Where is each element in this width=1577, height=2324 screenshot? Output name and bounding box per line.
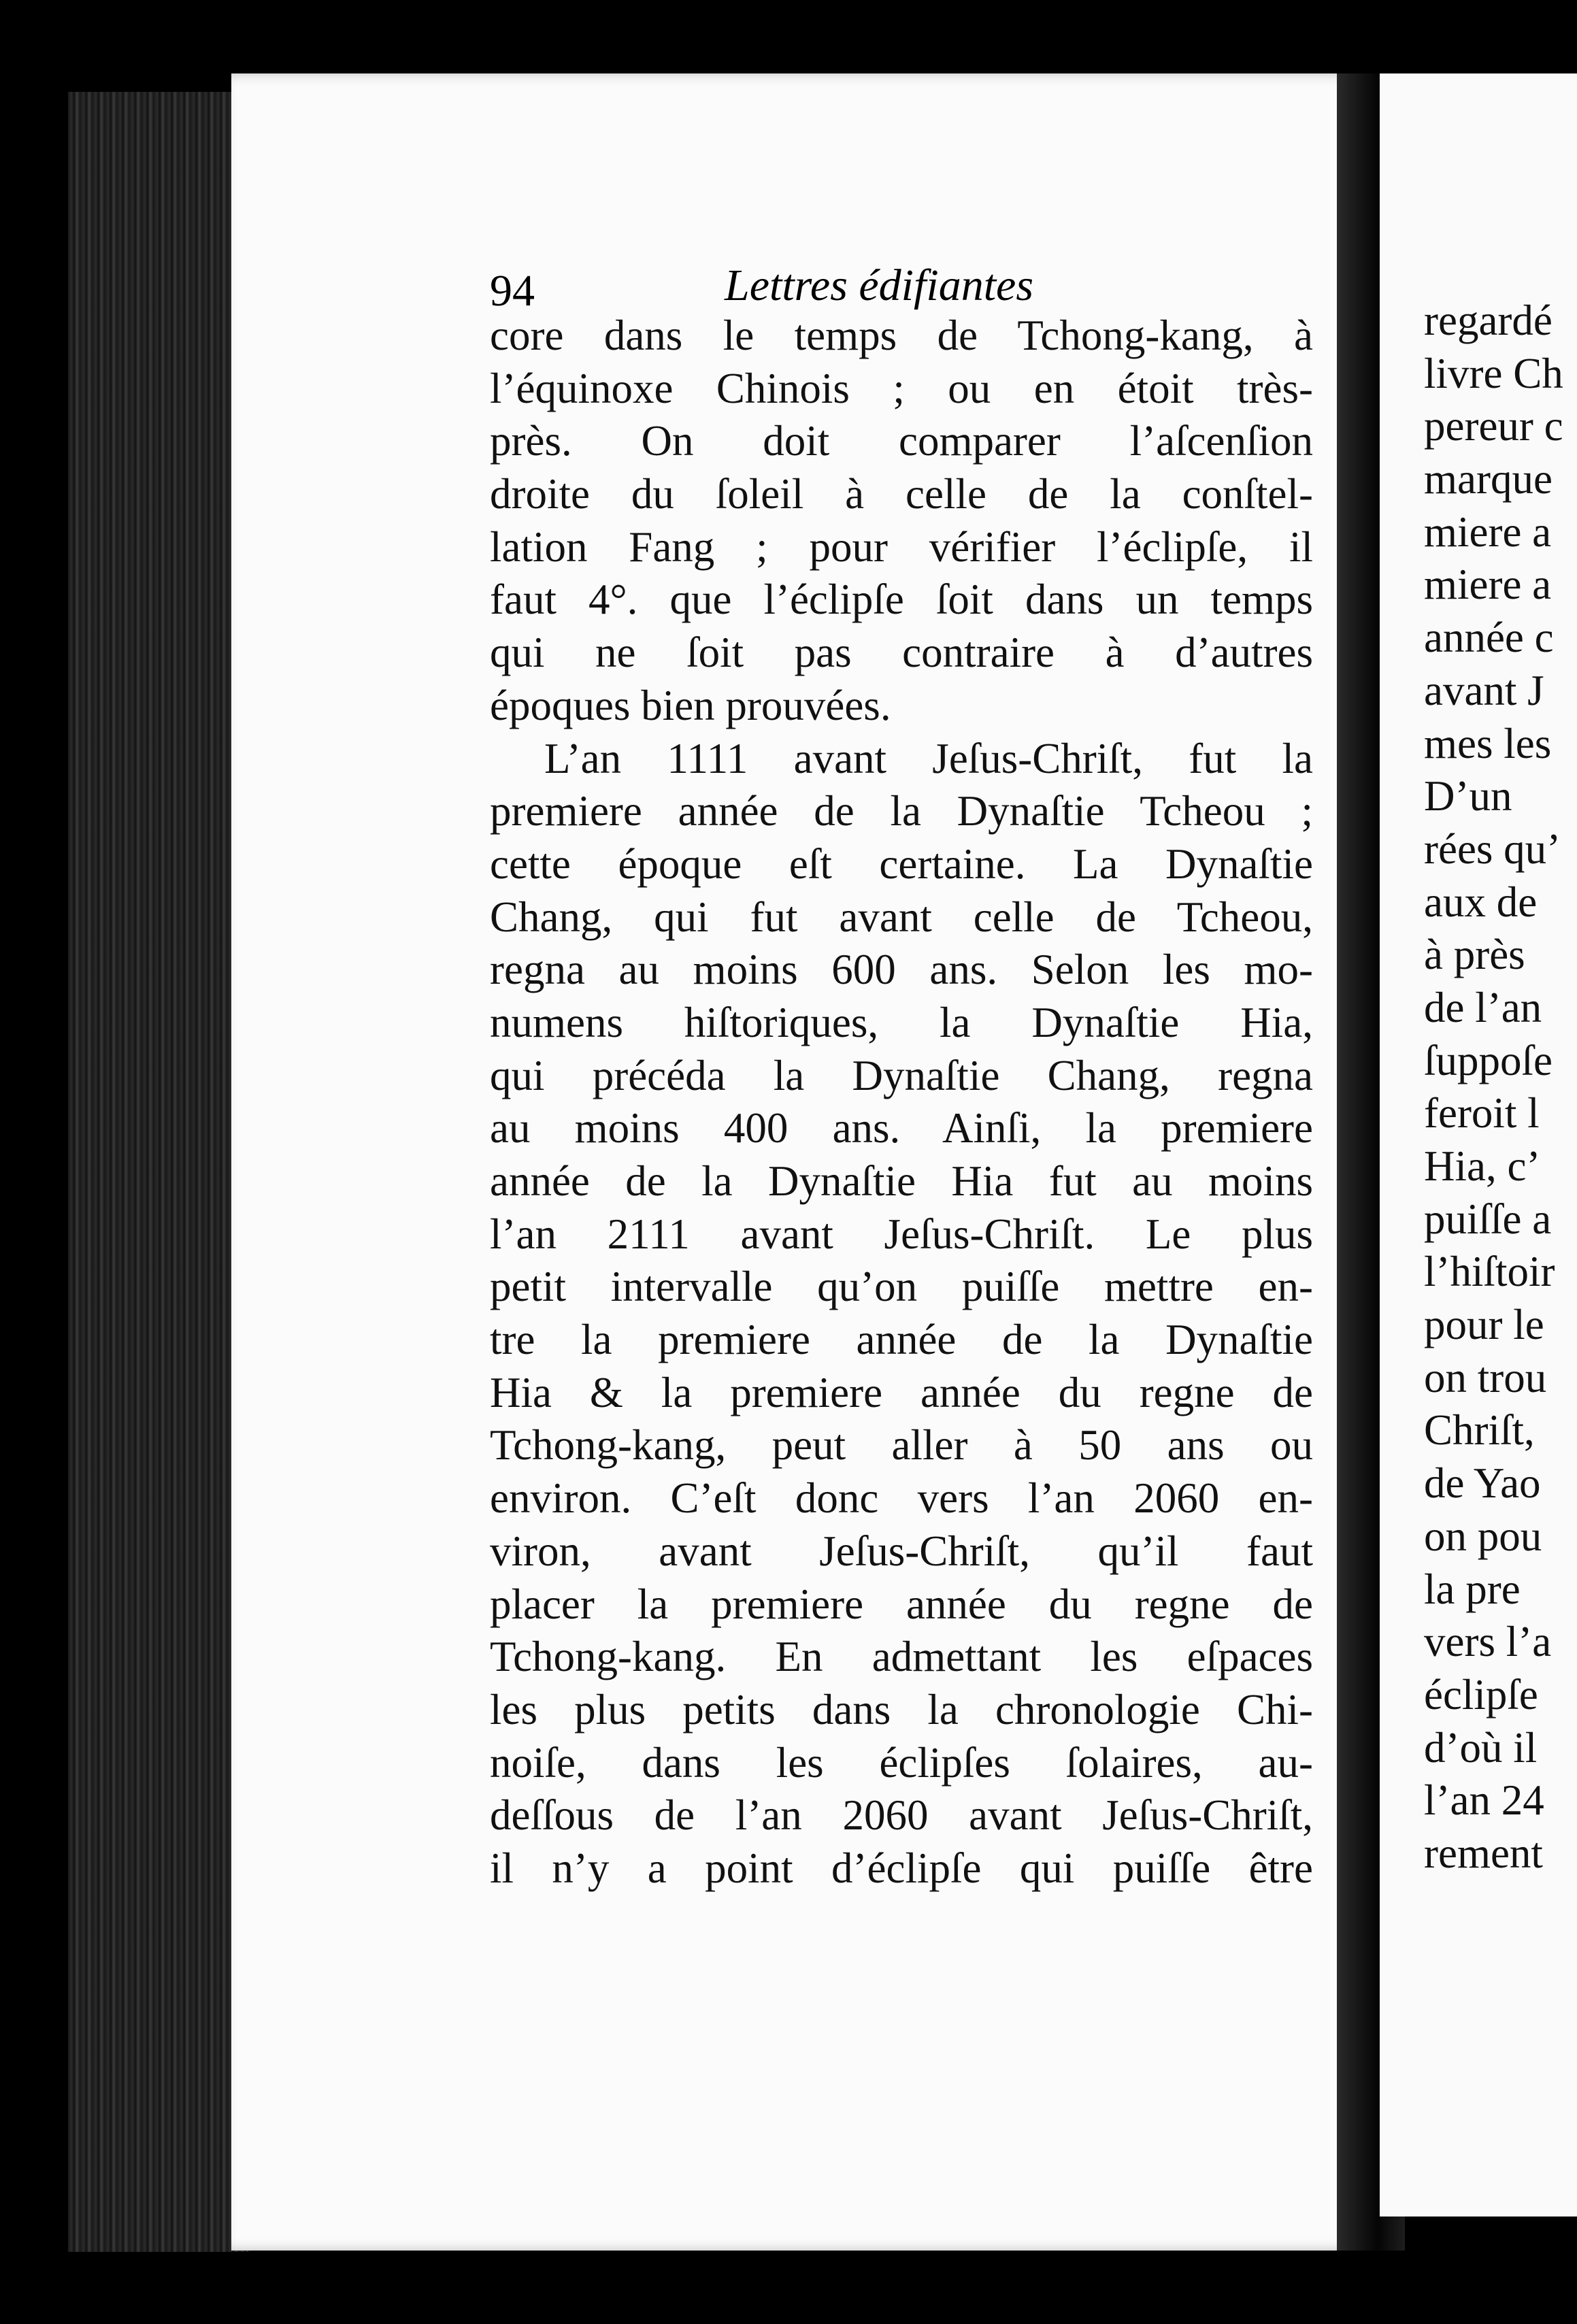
text-line: l’équinoxe Chinois ; ou en étoit très- bbox=[490, 364, 1313, 412]
text-line: près. On doit comparer l’aſcenſion bbox=[490, 417, 1313, 465]
text-line: regna au moins 600 ans. Selon les mo- bbox=[490, 946, 1313, 994]
facing-line: livre Ch bbox=[1424, 349, 1563, 397]
text-line: environ. C’eſt donc vers l’an 2060 en- bbox=[490, 1474, 1313, 1523]
facing-line: de l’an bbox=[1424, 983, 1542, 1031]
text-line: année de la Dynaſtie Hia fut au moins bbox=[490, 1157, 1313, 1205]
facing-line: ſuppoſe bbox=[1424, 1036, 1553, 1084]
text-line: placer la premiere année du regne de bbox=[490, 1580, 1313, 1628]
text-line: tre la premiere année de la Dynaſtie bbox=[490, 1316, 1313, 1364]
facing-line: vers l’a bbox=[1424, 1618, 1552, 1666]
text-line: L’an 1111 avant Jeſus-Chriſt, fut la bbox=[544, 734, 1313, 782]
facing-line: D’un bbox=[1424, 772, 1512, 820]
text-line: droite du ſoleil à celle de la conſtel- bbox=[490, 470, 1313, 518]
facing-line: l’hiſtoir bbox=[1424, 1248, 1555, 1296]
running-title: Lettres édifiantes bbox=[725, 261, 1034, 310]
facing-line: année c bbox=[1424, 614, 1554, 662]
facing-line: à près bbox=[1424, 931, 1525, 979]
facing-line: de Yao bbox=[1424, 1459, 1541, 1508]
facing-line: d’où il bbox=[1424, 1723, 1538, 1772]
text-line: Tchong-kang, peut aller à 50 ans ou bbox=[490, 1421, 1313, 1470]
text-line: noiſe, dans les éclipſes ſolaires, au- bbox=[490, 1738, 1313, 1787]
facing-line: l’an 24 bbox=[1424, 1776, 1544, 1825]
facing-line: mes les bbox=[1424, 719, 1552, 767]
text-line: qui précéda la Dynaſtie Chang, regna bbox=[490, 1051, 1313, 1099]
text-line: au moins 400 ans. Ainſi, la premiere bbox=[490, 1104, 1313, 1152]
book-fore-edge bbox=[68, 92, 252, 2252]
text-line: il n’y a point d’éclipſe qui puiſſe être bbox=[490, 1844, 1313, 1892]
text-line: faut 4°. que l’éclipſe ſoit dans un temps bbox=[490, 576, 1313, 624]
facing-line: miere a bbox=[1424, 561, 1552, 609]
facing-line: Chriſt, bbox=[1424, 1406, 1535, 1455]
facing-line: la pre bbox=[1424, 1565, 1521, 1613]
text-line: l’an 2111 avant Jeſus-Chriſt. Le plus bbox=[490, 1210, 1313, 1258]
facing-line: éclipſe bbox=[1424, 1670, 1538, 1719]
facing-line: on pou bbox=[1424, 1512, 1542, 1560]
text-line: premiere année de la Dynaſtie Tcheou ; bbox=[490, 787, 1313, 835]
text-line: Chang, qui fut avant celle de Tcheou, bbox=[490, 893, 1313, 941]
text-line: Hia & la premiere année du regne de bbox=[490, 1368, 1313, 1416]
text-line: cette époque eſt certaine. La Dynaſtie bbox=[490, 840, 1313, 888]
body-text bbox=[490, 310, 1313, 1895]
facing-line: marque bbox=[1424, 455, 1553, 503]
facing-line: miere a bbox=[1424, 508, 1552, 556]
facing-line: aux de bbox=[1424, 878, 1538, 926]
facing-page bbox=[1380, 73, 1577, 2217]
facing-line: avant J bbox=[1424, 666, 1544, 714]
facing-line: rées qu’ bbox=[1424, 825, 1561, 873]
facing-line: on trou bbox=[1424, 1353, 1547, 1401]
facing-line: regardé bbox=[1424, 297, 1553, 344]
text-line: viron, avant Jeſus-Chriſt, qu’il faut bbox=[490, 1527, 1313, 1575]
facing-line: pour le bbox=[1424, 1301, 1544, 1349]
text-line: Tchong-kang. En admettant les eſpaces bbox=[490, 1633, 1313, 1681]
text-line: lation Fang ; pour vérifier l’éclipſe, il bbox=[490, 522, 1313, 571]
text-line: qui ne ſoit pas contraire à d’autres bbox=[490, 629, 1313, 677]
text-line: deſſous de l’an 2060 avant Jeſus-Chriſt, bbox=[490, 1791, 1313, 1840]
facing-page-text bbox=[1424, 295, 1577, 1880]
facing-line: rement bbox=[1424, 1829, 1543, 1877]
facing-line: feroit l bbox=[1424, 1089, 1540, 1138]
facing-line: Hia, c’ bbox=[1424, 1142, 1541, 1190]
text-line: petit intervalle qu’on puiſſe mettre en- bbox=[490, 1263, 1313, 1311]
text-line: numens hiſtoriques, la Dynaſtie Hia, bbox=[490, 998, 1313, 1046]
facing-line: pereur c bbox=[1424, 402, 1563, 450]
page-number: 94 bbox=[490, 266, 535, 316]
text-line: époques bien prouvées. bbox=[490, 681, 891, 729]
facing-line: puiſſe a bbox=[1424, 1195, 1552, 1243]
text-line: les plus petits dans la chronologie Chi- bbox=[490, 1685, 1313, 1733]
text-line: core dans le temps de Tchong-kang, à bbox=[490, 312, 1313, 359]
